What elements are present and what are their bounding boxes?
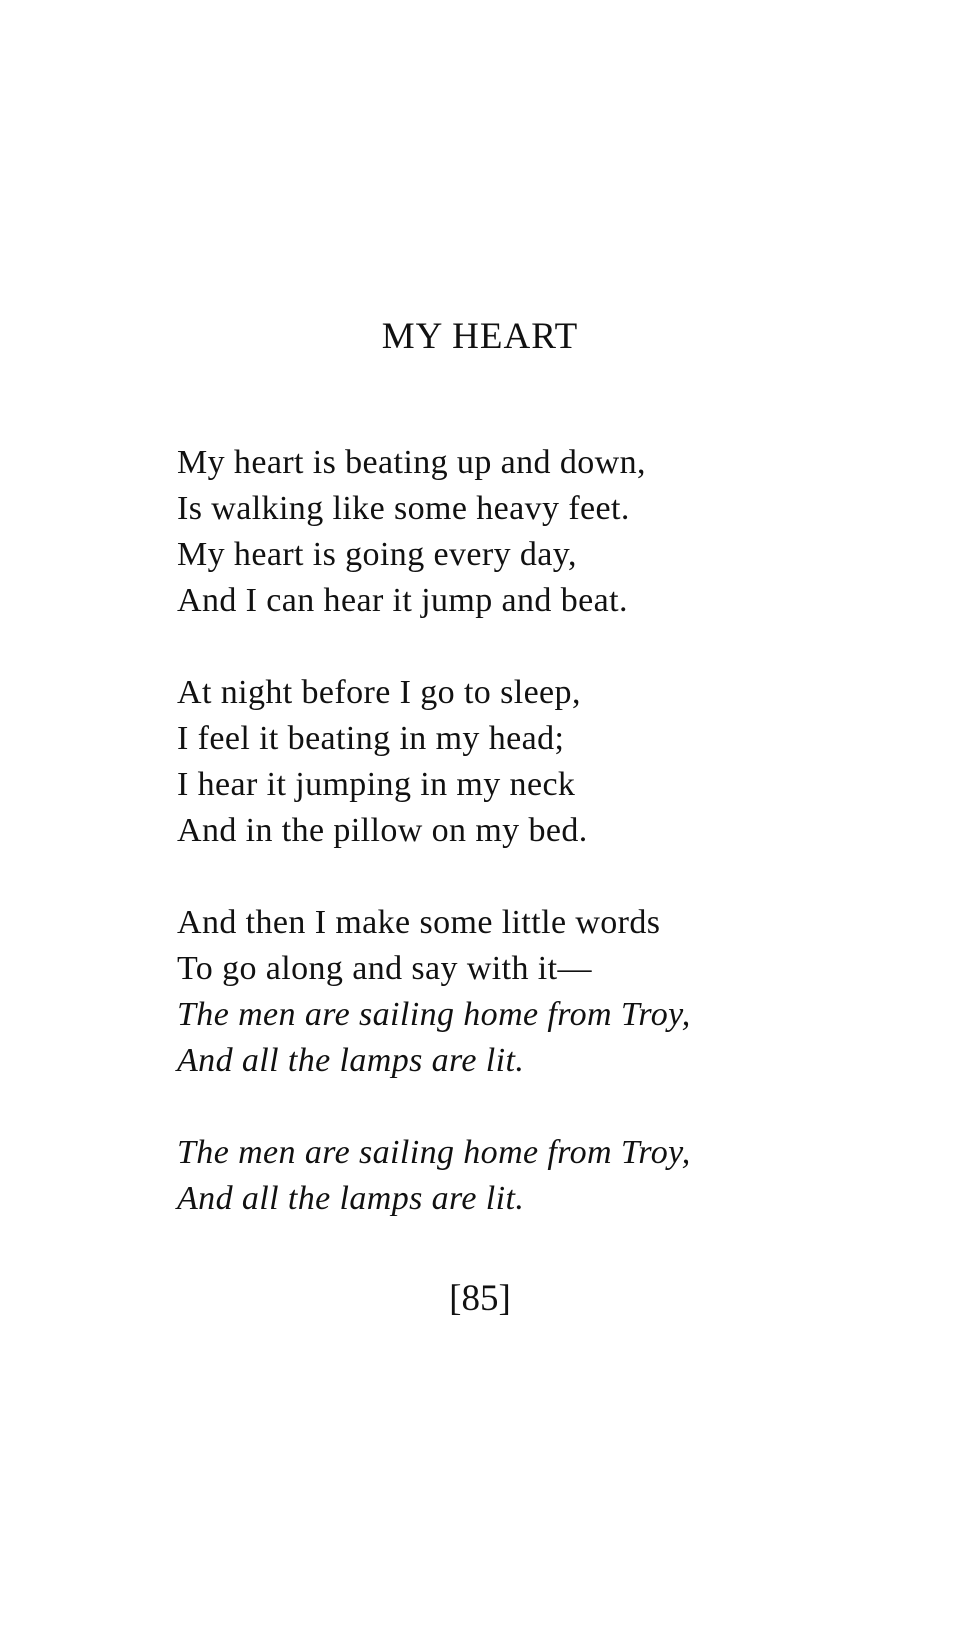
- stanza-1: [177, 440, 897, 624]
- poem-line: And I can hear it jump and beat.: [177, 582, 628, 619]
- page-number: [85]: [449, 1278, 511, 1319]
- stanza-4: [177, 1130, 897, 1222]
- poem-line-italic: The men are sailing home from Troy,: [177, 1134, 691, 1171]
- poem-line: My heart is going every day,: [177, 536, 577, 573]
- poem-line: I feel it beating in my head;: [177, 720, 565, 757]
- poem-line: To go along and say with it—: [177, 950, 592, 987]
- poem-body: [177, 440, 897, 1268]
- poem-line: And then I make some little words: [177, 904, 661, 941]
- poem-line-italic: The men are sailing home from Troy,: [177, 996, 691, 1033]
- poem-line-italic: And all the lamps are lit.: [177, 1042, 525, 1079]
- stanza-3: [177, 900, 897, 1084]
- poem-line: I hear it jumping in my neck: [177, 766, 576, 803]
- poem-title: MY HEART: [381, 316, 579, 357]
- poem-line: At night before I go to sleep,: [177, 674, 581, 711]
- poem-line: My heart is beating up and down,: [177, 444, 646, 481]
- stanza-2: [177, 670, 897, 854]
- poem-line-italic: And all the lamps are lit.: [177, 1180, 525, 1217]
- poem-line: Is walking like some heavy feet.: [177, 490, 630, 527]
- poem-line: And in the pillow on my bed.: [177, 812, 588, 849]
